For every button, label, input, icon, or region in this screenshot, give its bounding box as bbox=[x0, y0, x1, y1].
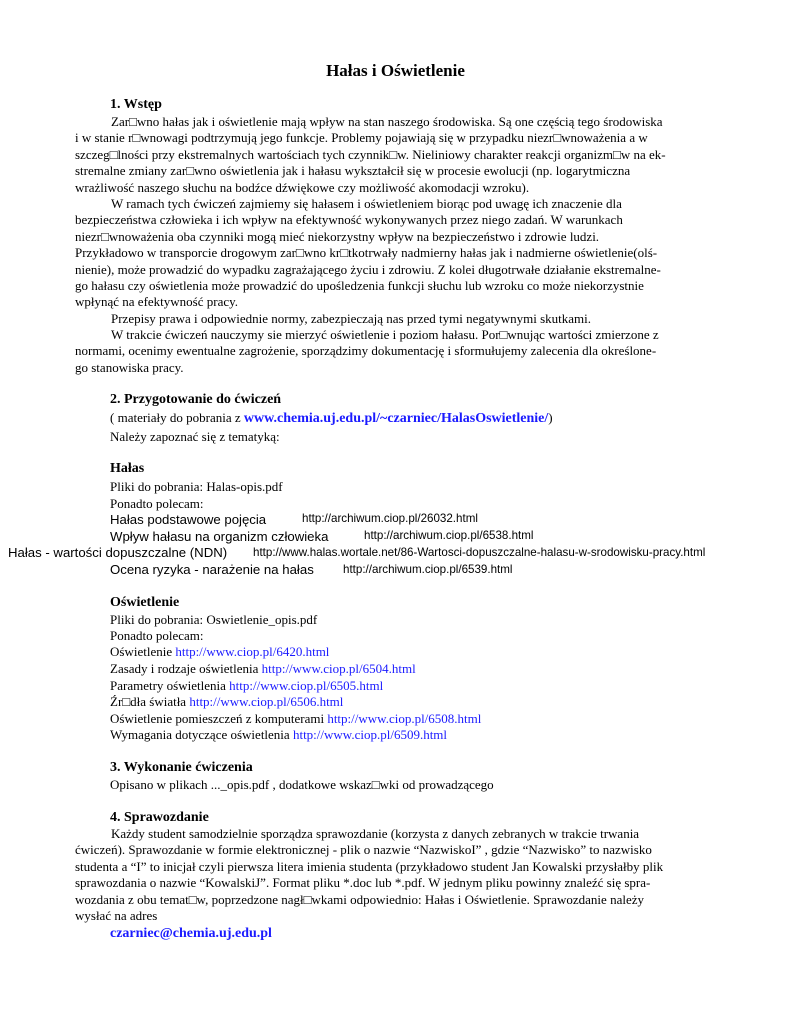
text-line: niezr□wnoważenia oba czynniki mogą mieć niekorzystny wpływ na bezpieczeństwo i zdrowie ludzi. bbox=[75, 228, 600, 244]
text-line: studenta a “I” to inicjał czyli pierwsza litera imienia studenta (przykładowo student Jan Kowalski przysłałby plik bbox=[75, 858, 664, 874]
text-line: wpłynąć na efektywność pracy. bbox=[75, 294, 239, 310]
oswietlenie-link-row bbox=[110, 644, 329, 660]
text-line: go hałasu czy oświetlenia może prowadzić do upośledzenia funkcji słuchu lub wzroku co może niekorzystnie bbox=[75, 277, 644, 293]
oswietlenie-link-url[interactable]: http://www.ciop.pl/6509.html bbox=[292, 727, 448, 742]
halas-link-url[interactable]: http://archiwum.ciop.pl/6538.html bbox=[364, 529, 534, 542]
oswietlenie-files: Pliki do pobrania: Oswietlenie_opis.pdf bbox=[110, 612, 318, 627]
oswietlenie-link-row bbox=[110, 711, 481, 727]
oswietlenie-link-row bbox=[110, 694, 343, 710]
text-line: Przykładowo w transporcie drogowym zar□wno kr□tkotrwały nadmierny hałas jak i nadmierne oświetlenie(olś- bbox=[75, 245, 658, 261]
text-line: go stanowiska pracy. bbox=[75, 359, 184, 375]
text-line: stremalne zmiany zar□wno oświetlenia jak i hałasu wykształcił się w procesie ewolucji (np. logarytmiczna bbox=[75, 163, 631, 179]
section-heading-sprawozdanie: 4. Sprawozdanie bbox=[110, 810, 209, 825]
text-line: W trakcie ćwiczeń nauczymy sie mierzyć oświetlenie i poziom hałasu. Por□wnując wartości zmierzone z bbox=[111, 327, 659, 342]
halas-link-url[interactable]: http://www.halas.wortale.net/86-Wartosci-dopuszczalne-halasu-w-srodowisku-pracy.html bbox=[253, 546, 706, 559]
sprawozdanie-paragraph bbox=[75, 826, 715, 924]
intro-paragraph-3 bbox=[75, 311, 715, 327]
halas-recommend: Ponadto polecam: bbox=[110, 496, 204, 511]
text-line: Przepisy prawa i odpowiednie normy, zabezpieczają nas przed tymi negatywnymi skutkami. bbox=[111, 311, 592, 326]
oswietlenie-link-row bbox=[110, 678, 383, 694]
materials-suffix: ) bbox=[548, 410, 553, 425]
oswietlenie-link-label: Wymagania dotyczące oświetlenia bbox=[110, 727, 293, 742]
section-heading-wykonanie: 3. Wykonanie ćwiczenia bbox=[110, 760, 253, 775]
text-line: sprawozdania o nazwie “KowalskiJ”. Format pliku *.doc lub *.pdf. W jednym pliku powinny znaleźć się spra- bbox=[75, 875, 651, 891]
halas-link-label: Wpływ hałasu na organizm człowieka bbox=[110, 529, 329, 544]
page-title: Hałas i Oświetlenie bbox=[326, 61, 465, 80]
text-line: W ramach tych ćwiczeń zajmiemy się hałasem i oświetleniem biorąc pod uwagę ich znaczenie dla bbox=[111, 196, 622, 211]
oswietlenie-link-label: Oświetlenie pomieszczeń z komputerami bbox=[110, 711, 328, 726]
materials-prefix: ( materiały do pobrania z bbox=[110, 410, 244, 425]
section-heading-wstep: 1. Wstęp bbox=[110, 97, 162, 112]
section-heading-przygotowanie: 2. Przygotowanie do ćwiczeń bbox=[110, 392, 282, 407]
oswietlenie-recommend: Ponadto polecam: bbox=[110, 628, 204, 643]
wykonanie-text: Opisano w plikach ..._opis.pdf , dodatkowe wskaz□wki od prowadzącego bbox=[110, 777, 494, 792]
oswietlenie-link-url[interactable]: http://www.ciop.pl/6504.html bbox=[261, 661, 416, 676]
halas-link-label: Hałas - wartości dopuszczalne (NDN) bbox=[8, 545, 228, 560]
halas-files: Pliki do pobrania: Halas-opis.pdf bbox=[110, 479, 283, 494]
text-line: bezpieczeństwa człowieka i ich wpływ na efektywność wykonywanych przez niego zadań. W warunkach bbox=[75, 212, 623, 228]
oswietlenie-link-url[interactable]: http://www.ciop.pl/6508.html bbox=[327, 711, 482, 726]
oswietlenie-link-label: Źr□dła światła bbox=[110, 694, 190, 709]
text-line: szczeg□lności przy ekstremalnych wartościach tych czynnik□w. Nieliniowy charakter reakcji organizm□w na ek- bbox=[75, 146, 666, 162]
text-line: Każdy student samodzielnie sporządza sprawozdanie (korzysta z danych zebranych w trakcie trwania bbox=[111, 826, 640, 841]
oswietlenie-link-url[interactable]: http://www.ciop.pl/6506.html bbox=[189, 694, 344, 709]
halas-link-url[interactable]: http://archiwum.ciop.pl/6539.html bbox=[343, 563, 513, 576]
subheading-halas: Hałas bbox=[110, 461, 145, 476]
intro-paragraph-2 bbox=[75, 196, 715, 311]
text-line: wrażliwość naszego słuchu na bodźce dźwiękowe czy możliwość akomodacji wzroku). bbox=[75, 179, 530, 195]
text-line: wysłać na adres bbox=[75, 907, 158, 923]
oswietlenie-link-url[interactable]: http://www.ciop.pl/6420.html bbox=[175, 644, 330, 659]
oswietlenie-link-label: Parametry oświetlenia bbox=[110, 678, 230, 693]
text-line: i w stanie r□wnowagi podtrzymują jego funkcje. Problemy pojawiają się w przypadku niezr□wnoważenia a w bbox=[75, 130, 648, 146]
halas-link-label: Hałas podstawowe pojęcia bbox=[110, 512, 267, 527]
intro-paragraph-1 bbox=[75, 114, 715, 196]
email-link[interactable]: czarniec@chemia.uj.edu.pl bbox=[110, 926, 272, 941]
text-line: wozdania z obu temat□w, poprzedzone nagł□wkami odpowiednio: Hałas i Oświetlenie. Sprawozdanie należy bbox=[75, 891, 644, 907]
text-line: nienie), może prowadzić do wypadku zagrażającego życiu i zdrowiu. Z kolei długotrwałe działanie ekstremalne- bbox=[75, 261, 661, 277]
materials-link[interactable]: www.chemia.uj.edu.pl/~czarniec/HalasOswietlenie/ bbox=[243, 411, 549, 426]
intro-text: Należy zapoznać się z tematyką: bbox=[110, 429, 280, 444]
intro-paragraph-4 bbox=[75, 327, 715, 376]
text-line: normami, ocenimy ewentualne zagrożenie, sporządzimy dokumentację i sformułujemy zalecenia dla określone- bbox=[75, 343, 657, 359]
oswietlenie-link-row bbox=[110, 727, 447, 743]
halas-link-label: Ocena ryzyka - narażenie na hałas bbox=[110, 562, 314, 577]
halas-link-url[interactable]: http://archiwum.ciop.pl/26032.html bbox=[302, 512, 478, 525]
oswietlenie-link-url[interactable]: http://www.ciop.pl/6505.html bbox=[229, 678, 384, 693]
subheading-oswietlenie: Oświetlenie bbox=[110, 595, 180, 610]
materials-line bbox=[110, 410, 553, 427]
oswietlenie-link-label: Oświetlenie bbox=[110, 644, 176, 659]
oswietlenie-link-row bbox=[110, 661, 416, 677]
text-line: ćwiczeń). Sprawozdanie w formie elektronicznej - plik o nazwie “NazwiskoI” , gdzie “Nazwisko” to nazwisko bbox=[75, 842, 652, 858]
oswietlenie-link-label: Zasady i rodzaje oświetlenia bbox=[110, 661, 262, 676]
text-line: Zar□wno hałas jak i oświetlenie mają wpływ na stan naszego środowiska. Są one częścią tego środowiska bbox=[111, 114, 663, 129]
